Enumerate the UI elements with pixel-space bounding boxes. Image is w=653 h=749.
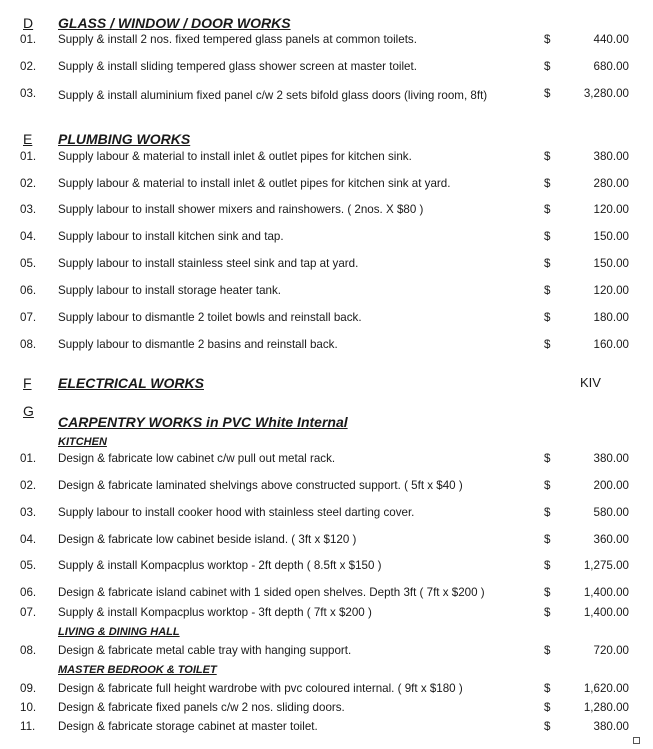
resize-handle[interactable] [633, 737, 640, 744]
item-amount: 580.00 [593, 506, 629, 519]
item-description: Design & fabricate low cabinet c/w pull out metal rack. [58, 452, 336, 465]
item-number: 01. [20, 150, 37, 163]
currency-symbol: $ [544, 682, 551, 695]
item-amount: 120.00 [593, 284, 629, 297]
item-number: 01. [20, 33, 37, 46]
item-amount: 440.00 [593, 33, 629, 46]
item-number: 02. [20, 60, 37, 73]
item-amount: 280.00 [593, 177, 629, 190]
item-description: Design & fabricate low cabinet beside island. ( 3ft x $120 ) [58, 533, 357, 546]
item-description: Design & fabricate storage cabinet at master toilet. [58, 720, 318, 733]
item-description: Design & fabricate island cabinet with 1 sided open shelves. Depth 3ft ( 7ft x $200 ) [58, 586, 485, 599]
item-amount: 680.00 [593, 60, 629, 73]
currency-symbol: $ [544, 479, 551, 492]
item-amount: 160.00 [593, 338, 629, 351]
currency-symbol: $ [544, 559, 551, 572]
item-description: Supply labour to install shower mixers and rainshowers. ( 2nos. X $80 ) [58, 203, 424, 216]
item-description: Design & fabricate laminated shelvings above constructed support. ( 5ft x $40 ) [58, 479, 463, 492]
item-description: Supply & install 2 nos. fixed tempered glass panels at common toilets. [58, 33, 417, 46]
section-letter: D [23, 15, 34, 31]
section-title: PLUMBING WORKS [58, 131, 191, 147]
section-letter: E [23, 131, 33, 147]
item-amount: 380.00 [593, 150, 629, 163]
item-number: 05. [20, 559, 37, 572]
currency-symbol: $ [544, 701, 551, 714]
item-description: Design & fabricate full height wardrobe with pvc coloured internal. ( 9ft x $180 ) [58, 682, 463, 695]
currency-symbol: $ [544, 533, 551, 546]
item-description: Supply labour to install cooker hood with stainless steel darting cover. [58, 506, 415, 519]
item-amount: 150.00 [593, 230, 629, 243]
currency-symbol: $ [544, 230, 551, 243]
item-number: 08. [20, 338, 37, 351]
currency-symbol: $ [544, 644, 551, 657]
currency-symbol: $ [544, 338, 551, 351]
item-number: 03. [20, 506, 37, 519]
item-description: Supply labour to install storage heater tank. [58, 284, 281, 297]
item-amount: 3,280.00 [583, 87, 629, 100]
item-number: 06. [20, 284, 37, 297]
item-description: Supply & install Kompacplus worktop - 2ft depth ( 8.5ft x $150 ) [58, 559, 382, 572]
currency-symbol: $ [544, 311, 551, 324]
currency-symbol: $ [544, 720, 551, 733]
currency-symbol: $ [544, 452, 551, 465]
item-description: Supply labour to dismantle 2 toilet bowls and reinstall back. [58, 311, 362, 324]
item-amount: 360.00 [593, 533, 629, 546]
item-amount: 380.00 [593, 720, 629, 733]
item-number: 03. [20, 203, 37, 216]
item-amount: 150.00 [593, 257, 629, 270]
currency-symbol: $ [544, 506, 551, 519]
currency-symbol: $ [544, 586, 551, 599]
item-amount: 1,400.00 [583, 586, 629, 599]
item-amount: 1,275.00 [583, 559, 629, 572]
item-description: Supply labour to dismantle 2 basins and reinstall back. [58, 338, 338, 351]
currency-symbol: $ [544, 177, 551, 190]
subheading-kitchen: KITCHEN [58, 436, 107, 448]
item-description: Supply & install Kompacplus worktop - 3ft depth ( 7ft x $200 ) [58, 606, 372, 619]
item-number: 04. [20, 533, 37, 546]
item-description: Supply labour & material to install inlet & outlet pipes for kitchen sink at yard. [58, 177, 451, 190]
item-amount: 120.00 [593, 203, 629, 216]
item-amount: 200.00 [593, 479, 629, 492]
currency-symbol: $ [544, 33, 551, 46]
item-description: Supply labour & material to install inlet & outlet pipes for kitchen sink. [58, 150, 412, 163]
item-number: 05. [20, 257, 37, 270]
item-number: 08. [20, 644, 37, 657]
currency-symbol: $ [544, 606, 551, 619]
section-title: CARPENTRY WORKS in PVC White Internal [58, 414, 348, 430]
item-description: Supply & install sliding tempered glass shower screen at master toilet. [58, 60, 417, 73]
item-number: 01. [20, 452, 37, 465]
item-number: 03. [20, 87, 37, 100]
section-letter: G [23, 403, 34, 419]
item-number: 07. [20, 606, 37, 619]
item-amount: 1,620.00 [583, 682, 629, 695]
item-number: 06. [20, 586, 37, 599]
item-number: 04. [20, 230, 37, 243]
item-number: 09. [20, 682, 37, 695]
item-amount: 720.00 [593, 644, 629, 657]
item-number: 02. [20, 479, 37, 492]
currency-symbol: $ [544, 150, 551, 163]
currency-symbol: $ [544, 87, 551, 100]
item-amount: 380.00 [593, 452, 629, 465]
section-title: GLASS / WINDOW / DOOR WORKS [58, 15, 291, 31]
item-amount: 180.00 [593, 311, 629, 324]
subheading-living-dining: LIVING & DINING HALL [58, 626, 180, 638]
currency-symbol: $ [544, 60, 551, 73]
item-number: 10. [20, 701, 37, 714]
section-title: ELECTRICAL WORKS [58, 375, 204, 391]
item-description: Design & fabricate fixed panels c/w 2 nos. sliding doors. [58, 701, 345, 714]
item-amount: 1,280.00 [583, 701, 629, 714]
section-letter: F [23, 375, 32, 391]
section-note: KIV [580, 375, 601, 390]
currency-symbol: $ [544, 203, 551, 216]
item-number: 11. [20, 720, 36, 733]
item-description: Design & fabricate metal cable tray with hanging support. [58, 644, 352, 657]
item-number: 07. [20, 311, 37, 324]
subheading-master-bedroom: MASTER BEDROOK & TOILET [58, 664, 217, 676]
item-description: Supply & install aluminium fixed panel c/w 2 sets bifold glass doors (living room, 8ft) [58, 89, 488, 102]
item-amount: 1,400.00 [583, 606, 629, 619]
item-description: Supply labour to install stainless steel sink and tap at yard. [58, 257, 359, 270]
item-description: Supply labour to install kitchen sink and tap. [58, 230, 284, 243]
item-number: 02. [20, 177, 37, 190]
currency-symbol: $ [544, 257, 551, 270]
currency-symbol: $ [544, 284, 551, 297]
